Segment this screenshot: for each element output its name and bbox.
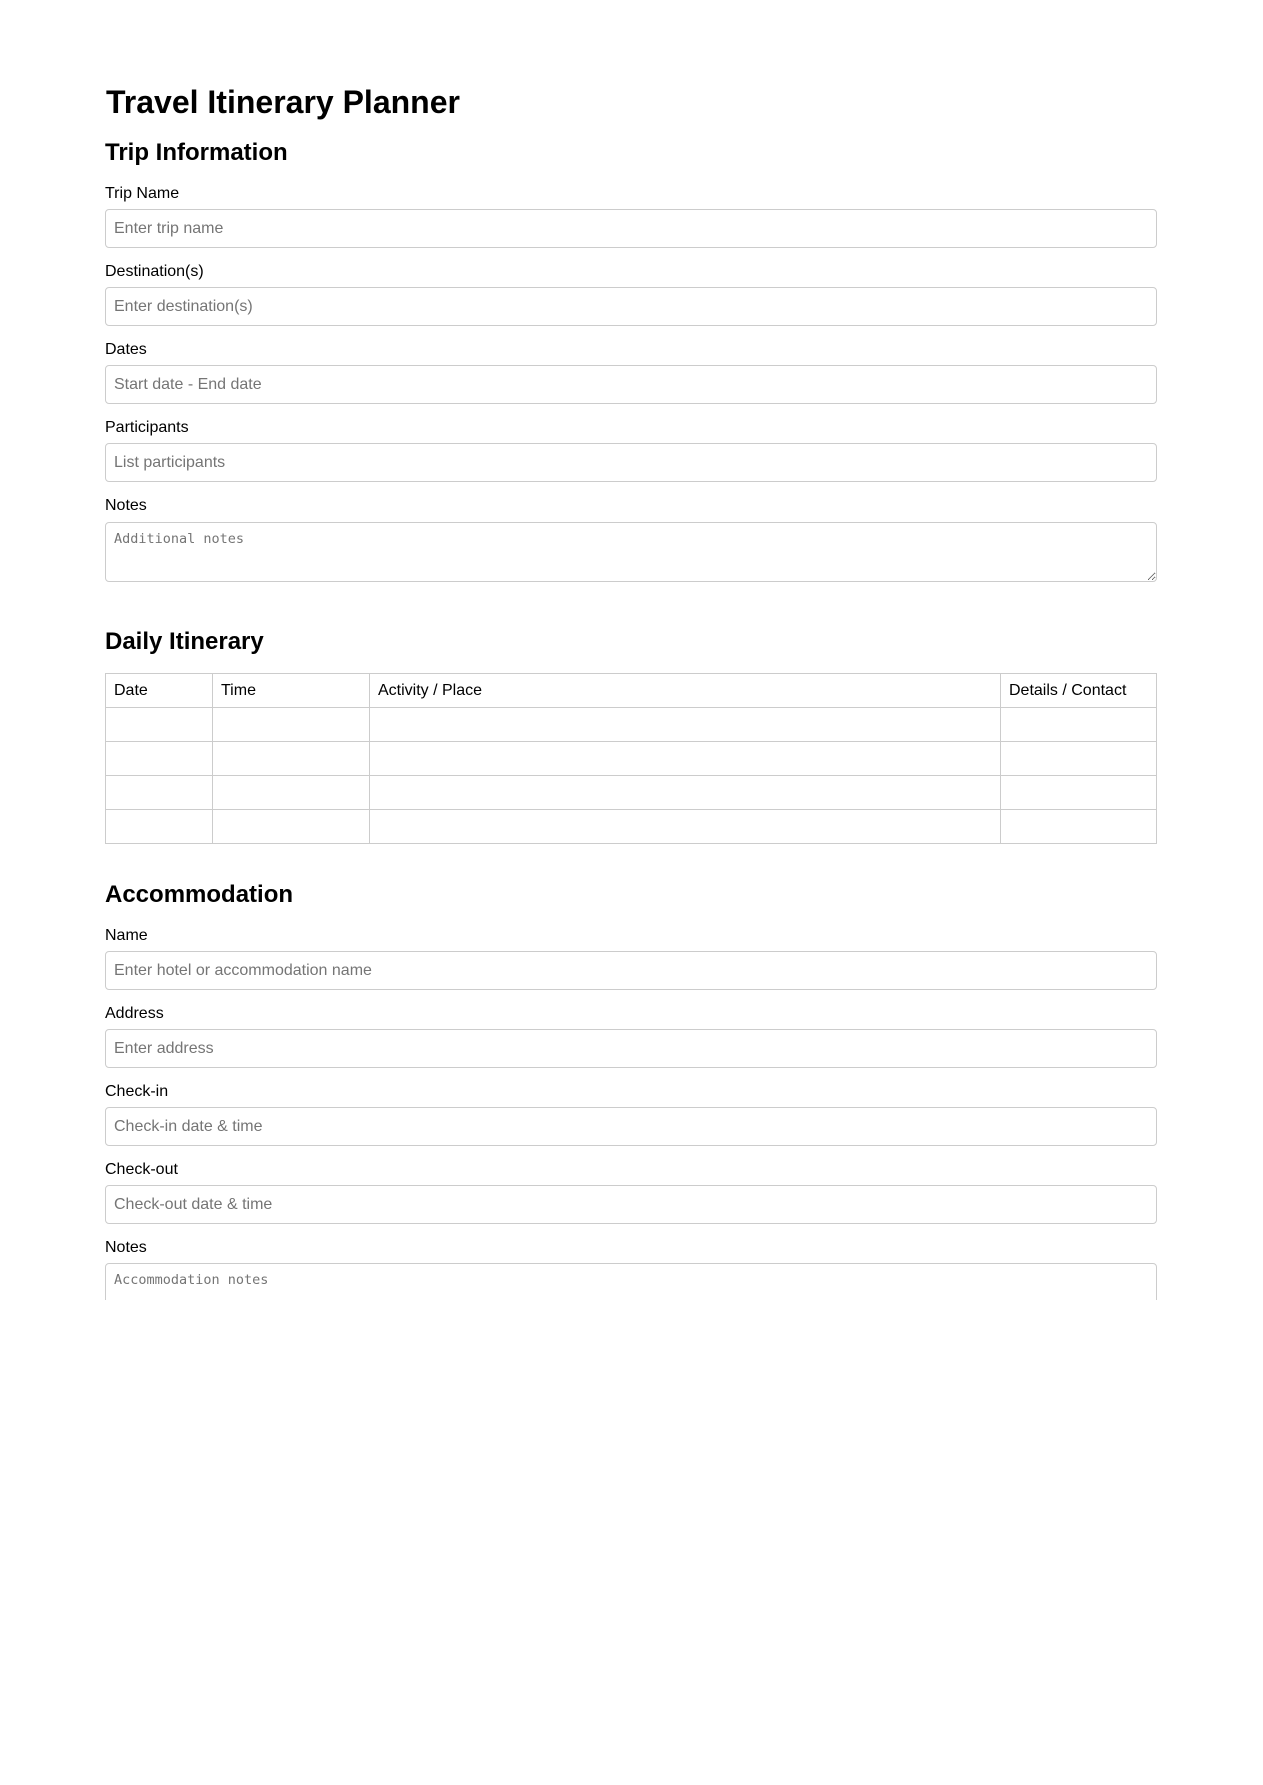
accommodation-notes-label: Notes xyxy=(105,1239,147,1256)
column-header-details: Details / Contact xyxy=(1001,674,1157,708)
cell-time[interactable] xyxy=(213,708,370,742)
cell-date[interactable] xyxy=(106,810,213,844)
trip-name-label: Trip Name xyxy=(105,185,180,202)
cell-details[interactable] xyxy=(1001,708,1157,742)
column-header-time: Time xyxy=(213,674,370,708)
table-row xyxy=(106,742,1157,776)
check-in-input[interactable] xyxy=(105,1107,1157,1146)
table-header-row xyxy=(106,674,1157,708)
accommodation-notes-textarea[interactable] xyxy=(105,1263,1157,1300)
cell-date[interactable] xyxy=(106,776,213,810)
trip-notes-label: Notes xyxy=(105,497,147,514)
participants-input[interactable] xyxy=(105,443,1157,482)
cell-activity[interactable] xyxy=(370,810,1001,844)
cell-date[interactable] xyxy=(106,742,213,776)
column-header-date: Date xyxy=(106,674,213,708)
column-header-activity: Activity / Place xyxy=(370,674,1001,708)
cell-details[interactable] xyxy=(1001,776,1157,810)
cell-date[interactable] xyxy=(106,708,213,742)
page-title: Travel Itinerary Planner xyxy=(106,84,460,120)
participants-label: Participants xyxy=(105,419,189,436)
dates-label: Dates xyxy=(105,341,147,358)
accommodation-name-input[interactable] xyxy=(105,951,1157,990)
destinations-label: Destination(s) xyxy=(105,263,204,280)
accommodation-name-label: Name xyxy=(105,927,148,944)
check-in-label: Check-in xyxy=(105,1083,169,1100)
trip-notes-textarea[interactable] xyxy=(105,522,1157,582)
check-out-label: Check-out xyxy=(105,1161,178,1178)
cell-time[interactable] xyxy=(213,810,370,844)
cell-details[interactable] xyxy=(1001,742,1157,776)
itinerary-table xyxy=(105,673,1157,844)
check-out-input[interactable] xyxy=(105,1185,1157,1224)
destinations-input[interactable] xyxy=(105,287,1157,326)
address-label: Address xyxy=(105,1005,164,1022)
trip-name-input[interactable] xyxy=(105,209,1157,248)
cell-activity[interactable] xyxy=(370,776,1001,810)
accommodation-heading: Accommodation xyxy=(105,881,294,908)
planner-page xyxy=(105,0,1157,1300)
table-row xyxy=(106,776,1157,810)
dates-input[interactable] xyxy=(105,365,1157,404)
cell-time[interactable] xyxy=(213,776,370,810)
trip-information-heading: Trip Information xyxy=(105,139,288,166)
cell-activity[interactable] xyxy=(370,742,1001,776)
cell-details[interactable] xyxy=(1001,810,1157,844)
cell-activity[interactable] xyxy=(370,708,1001,742)
table-row xyxy=(106,708,1157,742)
cell-time[interactable] xyxy=(213,742,370,776)
address-input[interactable] xyxy=(105,1029,1157,1068)
table-row xyxy=(106,810,1157,844)
daily-itinerary-heading: Daily Itinerary xyxy=(105,628,264,655)
